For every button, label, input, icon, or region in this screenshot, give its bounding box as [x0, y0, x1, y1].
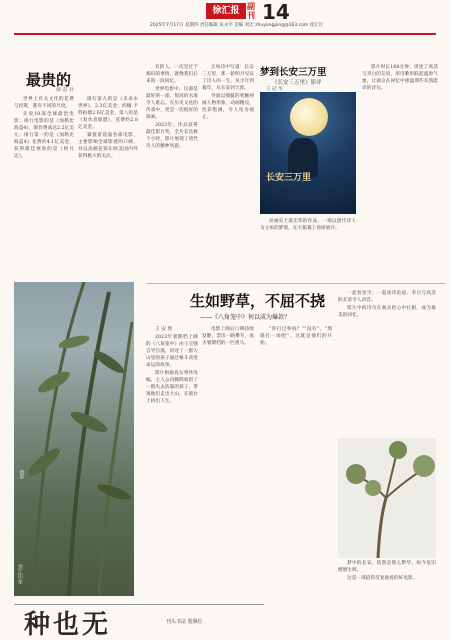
photo-caption: 摄影 [19, 470, 24, 480]
right-col-top [338, 290, 436, 436]
left-article-p1: 世界上有关文化的花费与投资，都有不同的尺度。 [14, 97, 74, 109]
left-article-p3: 排行第九的是《未来水世界》，2.3亿美金；约翰·卡特拍摄2.6亿美金，第八的是《复仇者联盟》，花费约2.8亿美金。 [78, 97, 138, 130]
bamboo-photo [14, 282, 134, 596]
left-article-p4: 紧接着前面各部电影，主要影响全球影迷的口碑，并以高额花销在欧美国内外获得极大的关注。 [78, 133, 138, 159]
left-article-title: 最贵的 [26, 71, 72, 89]
right-col-bottom [338, 560, 436, 636]
header-rule [14, 33, 436, 35]
left-article-col-1 [14, 96, 74, 280]
center-col-1 [146, 64, 198, 280]
left-article-byline: 俞 益 社 [56, 87, 75, 93]
moon-icon [290, 98, 328, 136]
right-col-p4: 这是一部值得反复观看的好电影。 [347, 576, 418, 581]
tree-photo [338, 438, 436, 558]
moon-article-p2: 影片时长168分钟，讲述了高适与李白的友谊，用诗歌串联起盛唐气象，让观众在回忆中重温那些耳熟能详的诗句。 [362, 65, 438, 91]
moon-article-col-a [260, 218, 356, 280]
mid-article-p2: 影片根据真实事件改编，主人公向腾辉收留了一群失去依靠的孩子，带领他们走出大山，在擂台上拼出人生。 [146, 371, 198, 404]
movie-poster-image [260, 92, 356, 214]
mid-article-col-1 [146, 326, 198, 636]
mid-article-p4: “你打过拳吗？”“没有”。“那就打一场吧”。这就是他们的开始。 [260, 327, 332, 346]
tree-illustration [338, 438, 436, 558]
page-number: 14 [262, 0, 290, 24]
dateline: 2025年7月17日 星期四 责任编辑 朱永平 美编 刘宏 zhuyongping@163.com 徐汇区 [150, 23, 324, 28]
poster-title: 长安三万里 [266, 173, 312, 183]
moon-article-subtitle: 《长安三万里》影评 [272, 80, 322, 86]
mid-article-byline: 王 安 然 [155, 327, 173, 332]
mid-article-title: 生如野草，不屈不挠 [190, 292, 326, 310]
newspaper-logo: 徐汇报 [206, 3, 246, 19]
calligraphy-title: 种也无 [24, 610, 112, 640]
right-col-p1: 一起看星空，一起谈诗论道。李白与高适的友谊令人动容。 [338, 291, 436, 303]
right-col-p3: 梦中的长安，依然是那么繁华，如今依旧熠熠生辉。 [338, 561, 436, 573]
center-col-2-p1: 正如诗中写道：长安三万里，那一轮明月见证了诗人的一生。从少年到暮年，从长安到天涯。 [202, 65, 254, 91]
moon-article-byline: 王 冠 华 [266, 87, 283, 92]
photo-label: 徐汇印象 [17, 564, 23, 584]
calligraphy-credit: 刊头书法 殷佩红 [166, 619, 203, 625]
moon-article-p1: 动画史上最宏伟的作品，一场以唐代诗人为主角的梦境，在大银幕上徐徐展开。 [260, 219, 356, 231]
section-name: 副刊 [247, 2, 255, 20]
bamboo-illustration [14, 282, 134, 596]
mid-article-col-3 [260, 326, 332, 636]
moon-article-col-b [362, 64, 438, 280]
left-article-p2: 先说10部全球最贵电影：排行电影的是《加勒比海盗4》，制作费高达2.2亿美元；排行第一的是《加勒比海盗4》花费约4.1亿美金，获得最佳视效的是《阿凡达》。 [14, 112, 74, 159]
mid-article-col-2 [202, 326, 254, 636]
mid-article-subtitle: ——《八角笼中》何以成为爆款？ [200, 314, 291, 321]
center-col-1-p3: 2023年，作品获得最佳影片奖，全片长达数个小时，影片展现了唐代诗人的精神风貌。 [146, 123, 198, 149]
center-col-1-p1: 有的人。一次是过于相识的事情，就像我们后来的一段回忆。 [146, 65, 198, 84]
center-col-2-p2: 导演以细腻的笔触刻画人物形象，动画精良，色彩饱满，令人叹为观止。 [202, 94, 254, 120]
mid-rule [146, 283, 446, 284]
moon-article-title: 梦到长安三万里 [260, 67, 327, 78]
center-col-2 [202, 64, 254, 280]
mid-article-p1: 2023年暑期档上映的《八角笼中》由王宝强自导自演，讲述了一群大山里的孩子通过格斗改变命运的故事。 [146, 335, 198, 368]
right-col-p2: 影片中的诗句在观众的心中扎根，成为最美的回忆。 [338, 306, 436, 318]
left-article-col-2 [78, 96, 138, 280]
mid-article-p3: 电影上映后口碑持续发酵，票房一路攀升，成为暑期档的一匹黑马。 [202, 327, 254, 346]
center-col-1-p2: 世界电影中，这部是最好的一部，很高的水准令人难忘，在历史文化的传承中，更是一次很好的探索。 [146, 87, 198, 120]
